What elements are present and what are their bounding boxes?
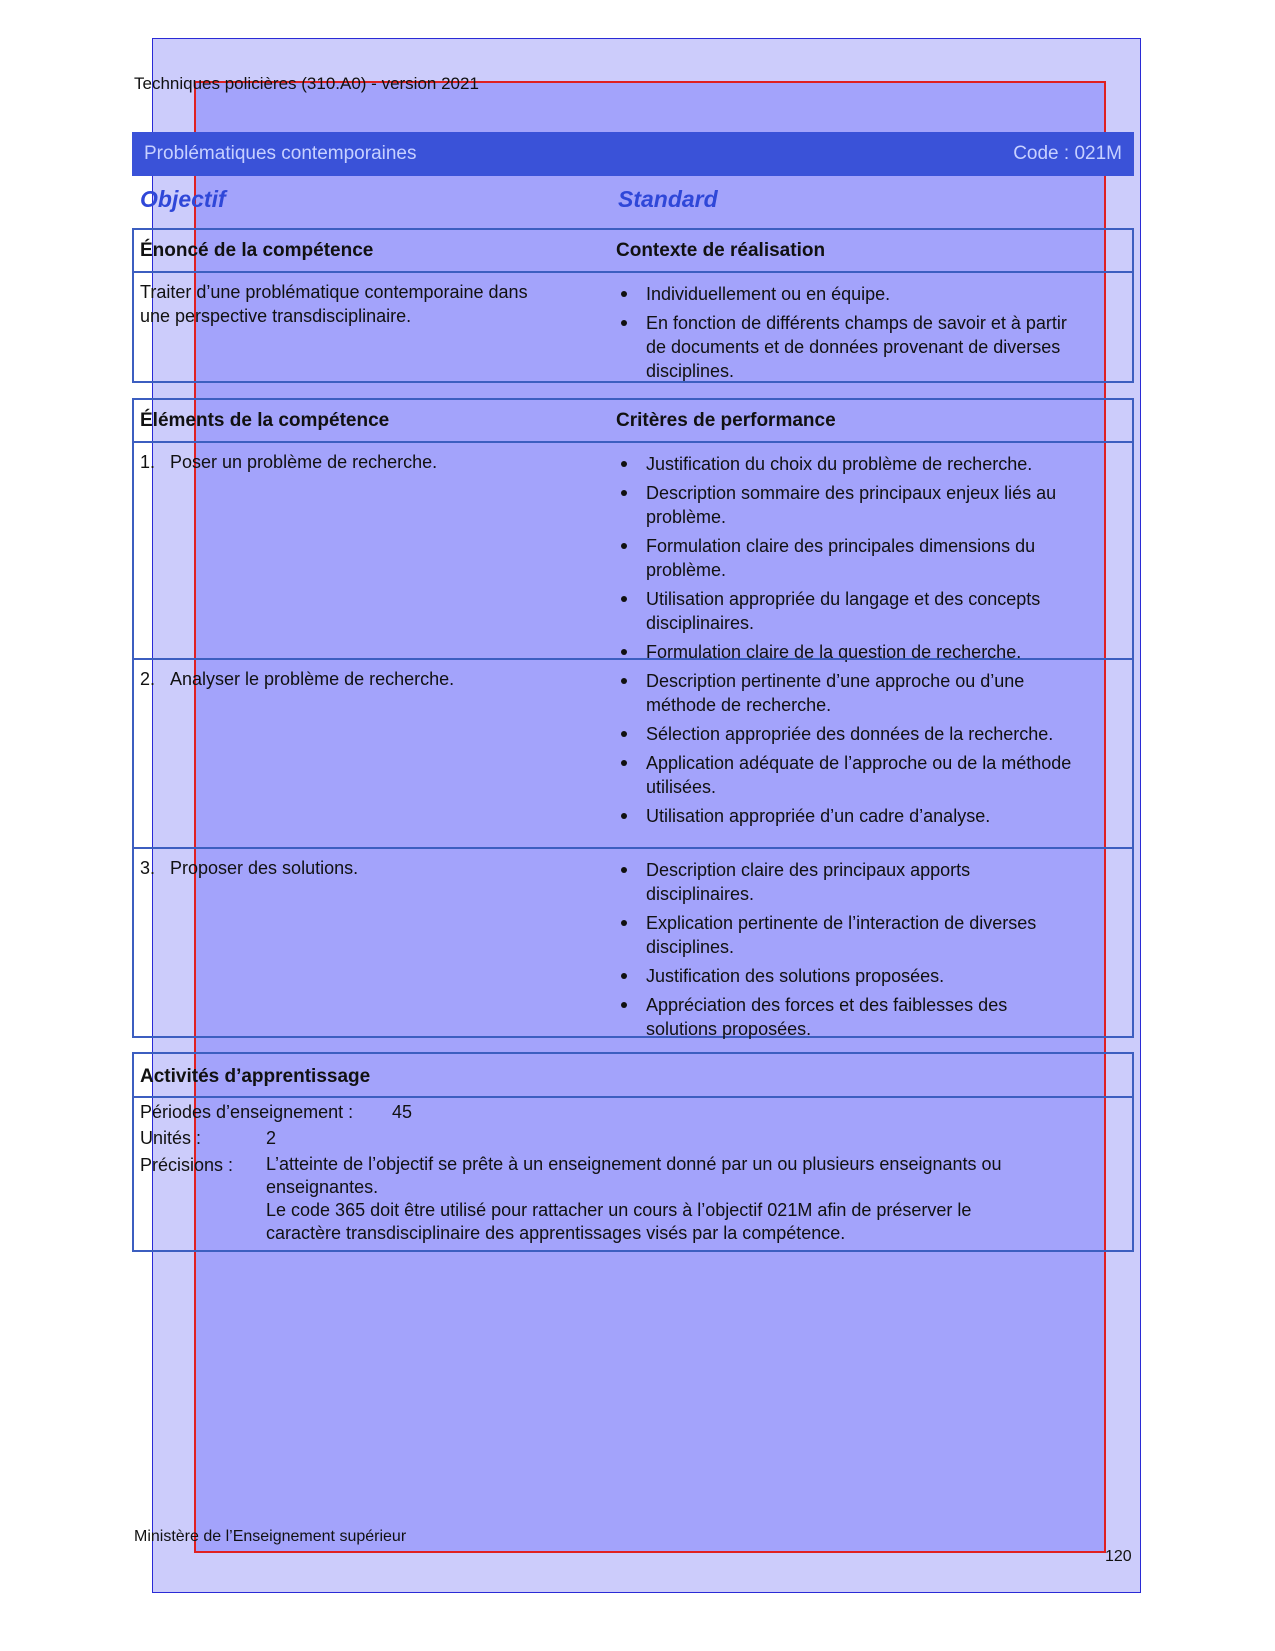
footer-ministry: Ministère de l’Enseignement supérieur xyxy=(134,1528,407,1545)
list-item: Utilisation appropriée du langage et des concepts disciplinaires. xyxy=(618,587,1076,635)
precisions-label: Précisions : xyxy=(140,1155,234,1175)
list-item: Individuellement ou en équipe. xyxy=(618,282,1078,306)
competence-statement: Traiter d’une problématique contemporaine dans une perspective transdisciplinaire. xyxy=(140,282,528,326)
list-item: Explication pertinente de l’interaction de diverses disciplines. xyxy=(618,911,1076,959)
title-bar xyxy=(132,132,1134,176)
row-separator xyxy=(134,847,1132,849)
list-item: Description claire des principaux apports disciplinaires. xyxy=(618,858,1076,906)
realization-context-heading: Contexte de réalisation xyxy=(616,240,826,261)
activities-separator xyxy=(134,1096,1132,1098)
precisions-text: L’atteinte de l’objectif se prête à un enseignement donné par un ou plusieurs enseignants ou enseignantes. Le code 365 doit être utilisé pour rattacher un cours à l’objectif 021M afin de préserver le caractère transdisciplinaire des apprentissages visés par la compétence. xyxy=(266,1154,1002,1243)
page-number: 120 xyxy=(1105,1548,1132,1565)
units-label: Unités : xyxy=(140,1128,202,1148)
criteria-list-1 xyxy=(618,452,1076,669)
context-list xyxy=(618,282,1078,388)
list-item: Application adéquate de l’approche ou de la méthode utilisées. xyxy=(618,751,1076,799)
list-item: Description sommaire des principaux enjeux liés au problème. xyxy=(618,481,1076,529)
element-row-1-label: 1. Poser un problème de recherche. xyxy=(140,452,438,472)
competence-separator xyxy=(134,271,1132,273)
standard-heading: Standard xyxy=(618,186,718,212)
activities-box xyxy=(132,1052,1134,1252)
competence-statement-heading: Énoncé de la compétence xyxy=(140,240,374,261)
list-item: Utilisation appropriée d’un cadre d’analyse. xyxy=(618,804,1076,828)
criteria-list-3 xyxy=(618,858,1076,1046)
elements-separator xyxy=(134,441,1132,443)
criteria-list-2 xyxy=(618,669,1076,833)
list-item: Formulation claire de la question de recherche. xyxy=(618,640,1076,664)
competence-box xyxy=(132,228,1134,383)
element-row-3-label: 3. Proposer des solutions. xyxy=(140,858,359,878)
periods-label: Périodes d’enseignement : xyxy=(140,1102,354,1122)
course-code: Code : 021M xyxy=(1013,143,1122,164)
list-item: Formulation claire des principales dimensions du problème. xyxy=(618,534,1076,582)
list-item: Description pertinente d’une approche ou d’une méthode de recherche. xyxy=(618,669,1076,717)
course-title: Problématiques contemporaines xyxy=(144,143,417,164)
list-item: En fonction de différents champs de savoir et à partir de documents et de données provenant de diverses disciplines. xyxy=(618,311,1078,383)
list-item: Justification du choix du problème de recherche. xyxy=(618,452,1076,476)
criteria-heading: Critères de performance xyxy=(616,410,836,431)
periods-value: 45 xyxy=(392,1102,413,1122)
page-header: Techniques policières (310.A0) - version 2021 xyxy=(134,74,479,93)
elements-heading: Éléments de la compétence xyxy=(140,410,390,431)
element-row-2-label: 2. Analyser le problème de recherche. xyxy=(140,669,455,689)
list-item: Sélection appropriée des données de la recherche. xyxy=(618,722,1076,746)
list-item: Appréciation des forces et des faiblesses des solutions proposées. xyxy=(618,993,1076,1041)
elements-box xyxy=(132,398,1134,1038)
objective-heading: Objectif xyxy=(140,186,226,212)
units-value: 2 xyxy=(266,1128,277,1148)
row-separator xyxy=(134,658,1132,660)
activities-heading: Activités d’apprentissage xyxy=(140,1066,371,1087)
list-item: Justification des solutions proposées. xyxy=(618,964,1076,988)
